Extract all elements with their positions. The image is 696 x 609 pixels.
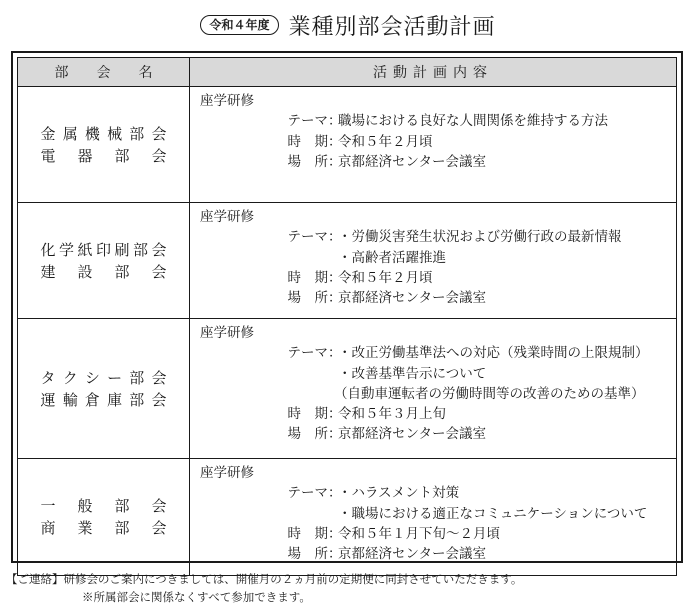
table-row [18, 459, 677, 576]
division-name: 一般部会 [40, 497, 167, 515]
time-value: 令和５年１月下旬～２月頃 [338, 525, 500, 542]
theme-value: 職場における良好な人間関係を維持する方法 [338, 113, 608, 130]
division-name: 建設部会 [40, 262, 167, 281]
theme-line: テーマ ： ・改正労働基準法への対応（残業時間の上限規制） [200, 343, 676, 363]
header-division-name: 部会名 [18, 58, 190, 87]
activity-plan-table-frame [11, 51, 683, 563]
time-line: 時 期 ： 令和５年２月頃 [200, 132, 676, 152]
division-name: 金属機械部会 [40, 124, 167, 143]
theme-line: テーマ ： 職場における良好な人間関係を維持する方法 [200, 111, 676, 131]
theme-label: テーマ [287, 229, 328, 246]
place-label: 場 所 [287, 153, 328, 170]
theme-value-continued: ・高齢者活躍推進 [338, 249, 446, 266]
footer-participation-note: ※所属部会に関係なくすべて参加できます。 [82, 590, 311, 604]
header-plan-content: 活動計画内容 [190, 58, 677, 87]
time-label: 時 期 [287, 406, 328, 423]
division-name-cell [18, 319, 190, 459]
place-label: 場 所 [287, 546, 328, 563]
theme-value-continued: ・改善基準告示について [338, 365, 487, 382]
training-type: 座学研修 [200, 93, 254, 109]
theme-line: テーマ ： ・労働災害発生状況および労働行政の最新情報 [200, 227, 676, 247]
place-label: 場 所 [287, 426, 328, 443]
division-name-cell [18, 203, 190, 319]
table-row [18, 319, 677, 459]
theme-line: テーマ ： ・ハラスメント対策 [200, 483, 676, 503]
theme-value: ・改正労働基準法への対応（残業時間の上限規制） [338, 345, 649, 362]
theme-label: テーマ [287, 485, 328, 502]
place-value: 京都経済センター会議室 [338, 426, 486, 443]
theme-value: ・ハラスメント対策 [338, 485, 460, 502]
time-value: 令和５年２月頃 [338, 133, 433, 150]
division-name: 商業部会 [40, 519, 167, 537]
plan-content-cell [190, 319, 677, 459]
table-row [18, 203, 677, 319]
time-line: 時 期 ： 令和５年３月上旬 [200, 404, 676, 424]
training-type: 座学研修 [200, 209, 254, 225]
theme-value-continued: ・職場における適正なコミュニケーションについて [338, 505, 648, 522]
table-header-row [18, 58, 677, 87]
time-line: 時 期 ： 令和５年１月下旬～２月頃 [200, 524, 676, 544]
division-name: タクシー部会 [40, 368, 167, 387]
division-name: 運輸倉庫部会 [40, 390, 167, 409]
table-row [18, 87, 677, 203]
footer-contact-note: 【ご連絡】研修会のご案内につきましては、開催月の２ヵ月前の定期便に同封させていただきます。 [6, 572, 523, 586]
time-label: 時 期 [287, 269, 328, 286]
place-line: 場 所 ： 京都経済センター会議室 [200, 152, 676, 172]
division-name-cell [18, 459, 190, 576]
year-badge: 令和４年度 [200, 15, 278, 35]
plan-content-cell [190, 459, 677, 576]
division-name-cell [18, 87, 190, 203]
division-name: 電器部会 [40, 146, 167, 165]
place-label: 場 所 [287, 290, 328, 307]
place-value: 京都経済センター会議室 [338, 290, 486, 307]
time-value: 令和５年２月頃 [338, 269, 433, 286]
theme-value: ・労働災害発生状況および労働行政の最新情報 [338, 229, 622, 246]
plan-content-cell [190, 87, 677, 203]
training-type: 座学研修 [200, 325, 254, 341]
place-line: 場 所 ： 京都経済センター会議室 [200, 288, 676, 308]
plan-content-cell [190, 203, 677, 319]
time-label: 時 期 [287, 133, 328, 150]
theme-label: テーマ [287, 345, 328, 362]
place-line: 場 所 ： 京都経済センター会議室 [200, 544, 676, 564]
training-type: 座学研修 [200, 465, 254, 481]
place-value: 京都経済センター会議室 [338, 546, 486, 563]
page-title [0, 10, 696, 40]
place-line: 場 所 ： 京都経済センター会議室 [200, 424, 676, 444]
theme-label: テーマ [287, 113, 328, 130]
time-value: 令和５年３月上旬 [338, 406, 446, 423]
main-title: 業種別部会活動計画 [288, 14, 496, 40]
footer-notes [6, 570, 696, 606]
time-label: 時 期 [287, 525, 328, 542]
place-value: 京都経済センター会議室 [338, 153, 486, 170]
time-line: 時 期 ： 令和５年２月頃 [200, 268, 676, 288]
theme-value-continued: （自動車運転者の労働時間等の改善のための基準） [334, 385, 645, 402]
division-name: 化学紙印刷部会 [40, 240, 167, 259]
activity-plan-table [17, 57, 677, 576]
